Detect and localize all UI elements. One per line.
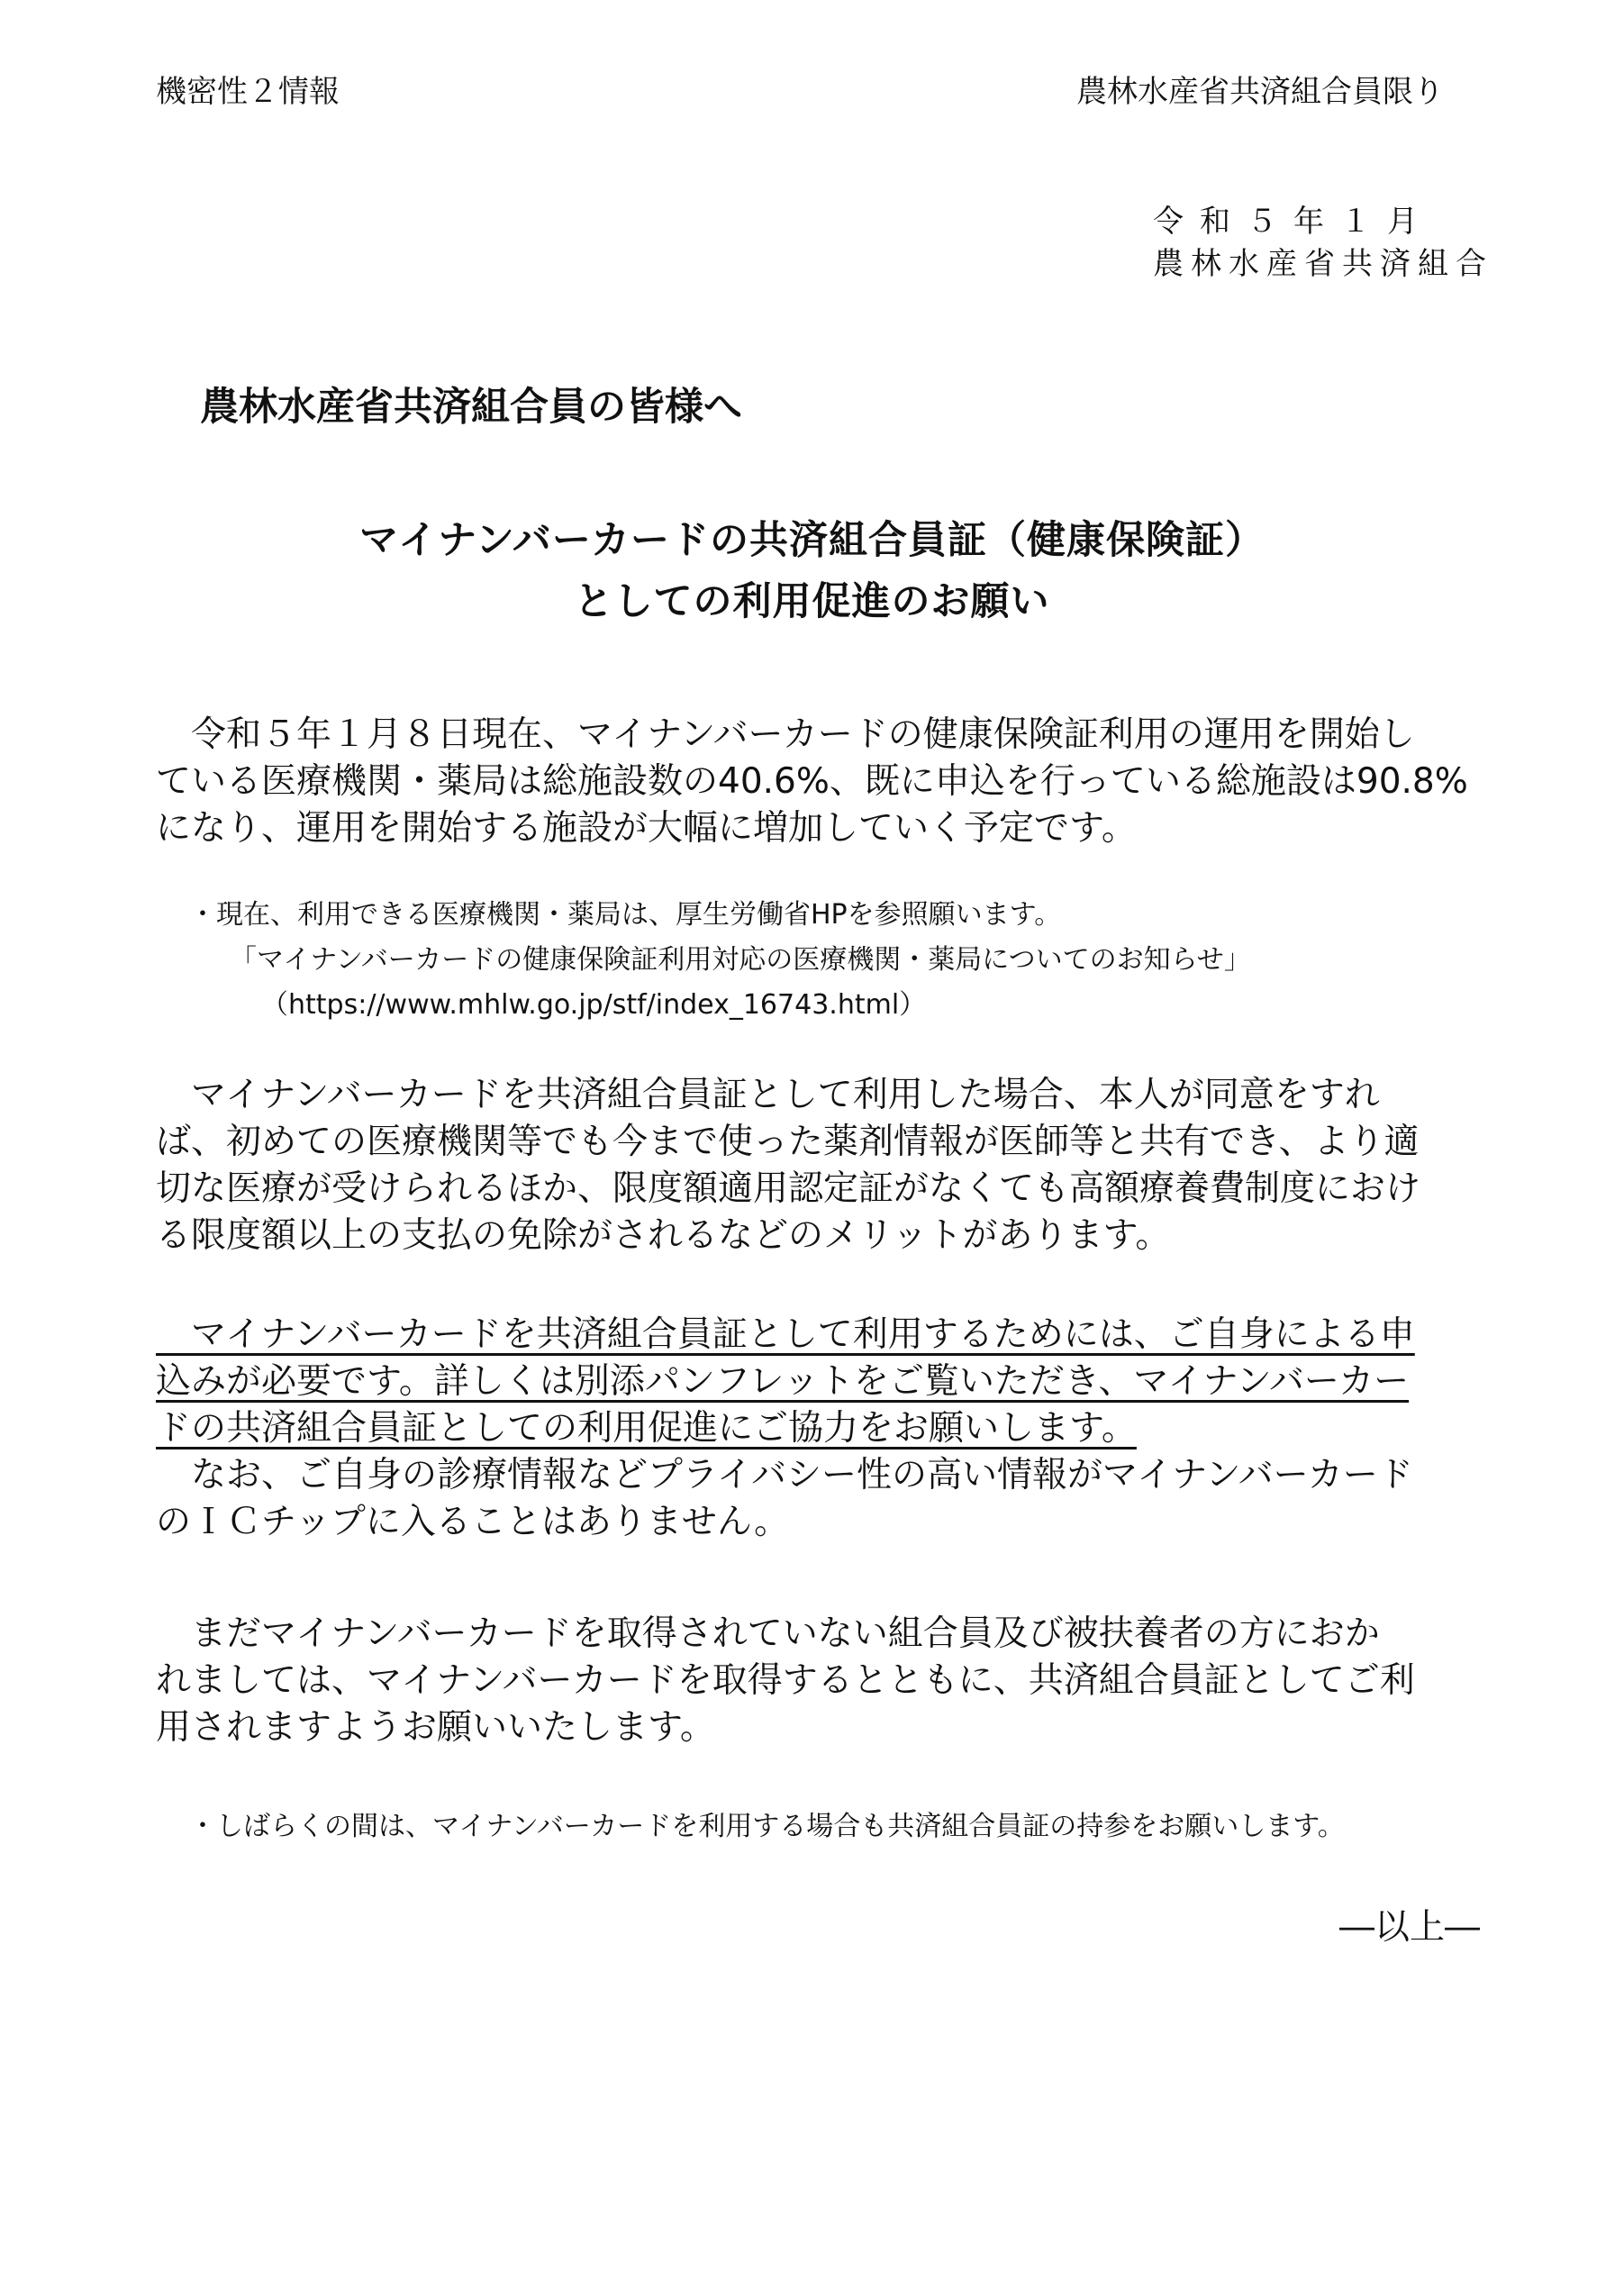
closing-mark: ―以上― — [1338, 1907, 1480, 1948]
note-reference-url: （https://www.mhlw.go.jp/stf/index_16743.html） — [261, 989, 927, 1021]
classification-label: 機密性２情報 — [156, 74, 340, 110]
paragraph-line: なお、ご自身の診療情報などプライバシー性の高い情報がマイナンバーカード — [156, 1455, 1413, 1495]
document-title-line2: としての利用促進のお願い — [574, 579, 1050, 624]
paragraph-line: 用されますようお願いいたします。 — [156, 1707, 715, 1748]
underlined-line: マイナンバーカードを共済組合員証として利用するためには、ご自身による申 — [156, 1314, 1415, 1355]
paragraph-line: る限度額以上の支払の免除がされるなどのメリットがあります。 — [156, 1215, 1171, 1256]
paragraph-line: まだマイナンバーカードを取得されていない組合員及び被扶養者の方におか — [156, 1613, 1380, 1654]
paragraph-line: マイナンバーカードを共済組合員証として利用した場合、本人が同意をすれ — [156, 1075, 1380, 1115]
audience-label: 農林水産省共済組合員限り — [1076, 74, 1444, 110]
paragraph-acquire-card — [156, 1611, 1489, 1751]
paragraph-line: ば、初めての医療機関等でも今まで使った薬剤情報が医師等と共有でき、より適 — [156, 1122, 1420, 1162]
paragraph-line: になり、運用を開始する施設が大幅に増加していく予定です。 — [156, 808, 1137, 849]
paragraph-line: 切な医療が受けられるほか、限度額適用認定証がなくても高額療養費制度におけ — [156, 1168, 1421, 1209]
paragraph-line: ている医療機関・薬局は総施設数の40.6%、既に申込を行っている総施設は90.8% — [156, 761, 1468, 802]
underlined-line: ドの共済組合員証としての利用促進にご協力をお願いします。 — [156, 1408, 1137, 1449]
issuer-organization: 農林水産省共済組合 — [1153, 246, 1493, 282]
paragraph-privacy — [156, 1452, 1489, 1546]
paragraph-status — [156, 712, 1489, 852]
addressee: 農林水産省共済組合員の皆様へ — [200, 385, 742, 430]
underlined-line: 込みが必要です。詳しくは別添パンフレットをご覧いただき、マイナンバーカー — [156, 1361, 1410, 1402]
issue-date: 令和５年１月 — [1153, 204, 1434, 240]
paragraph-line: 令和５年１月８日現在、マイナンバーカードの健康保険証利用の運用を開始し — [156, 714, 1415, 755]
paragraph-line: れましては、マイナンバーカードを取得するとともに、共済組合員証としてご利 — [156, 1660, 1415, 1701]
paragraph-line: のＩＣチップに入ることはありません。 — [156, 1502, 790, 1542]
document-title-line1: マイナンバーカードの共済組合員証（健康保険証） — [358, 518, 1266, 563]
note-bring-card: ・しばらくの間は、マイナンバーカードを利用する場合も共済組合員証の持参をお願いします。 — [189, 1811, 1345, 1842]
note-reference-line2: 「マイナンバーカードの健康保険証利用対応の医療機関・薬局についてのお知らせ」 — [230, 944, 1251, 976]
paragraph-application-request — [156, 1312, 1489, 1452]
note-reference-line1: ・現在、利用できる医療機関・薬局は、厚生労働省HPを参照願います。 — [189, 899, 1062, 931]
paragraph-benefits — [156, 1072, 1489, 1259]
